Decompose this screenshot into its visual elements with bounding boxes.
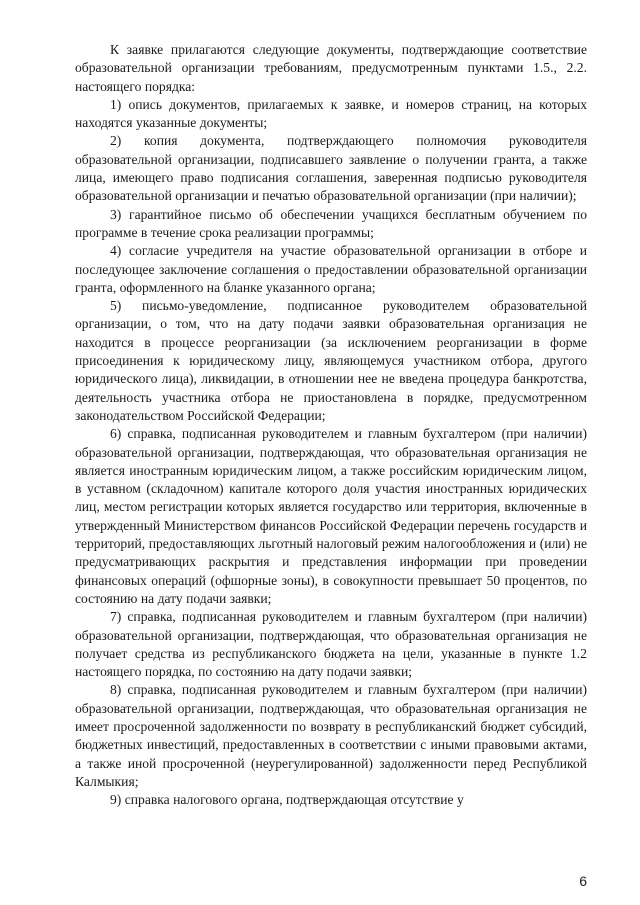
list-item-3: 3) гарантийное письмо об обеспечении учащихся бесплатным обучением по программе в течение срока реализации программы; bbox=[75, 206, 587, 240]
page-number: 6 bbox=[579, 873, 587, 889]
list-item-8: 8) справка, подписанная руководителем и главным бухгалтером (при наличии) образовательной организации, подтверждающая, что образовательная организация не имеет просроченной задолженности по возврату в республиканский бюджет субсидий, бюджетных инвестиций, предоставленных в соответствии с иными правовыми актами, а также иной просроченной (неурегулированной) задолженности перед Республикой Калмыкия; bbox=[75, 682, 587, 789]
list-item-9: 9) справка налогового органа, подтверждающая отсутствие у bbox=[110, 792, 464, 808]
document-body bbox=[75, 41, 587, 809]
list-item-6: 6) справка, подписанная руководителем и главным бухгалтером (при наличии) образовательной организации, подтверждающая, что образовательная организация не является иностранным юридическим лицом, а также российским юридическим лицом, в уставном (складочном) капитале которого доля участия иностранных юридических лиц, местом регистрации которых является государство или территория, включенные в утвержденный Министерством финансов Российской Федерации перечень государств и территорий, предоставляющих льготный налоговый режим налогообложения и (или) не предусматривающих раскрытия и представления информации при проведении финансовых операций (офшорные зоны), в совокупности превышает 50 процентов, по состоянию на дату подачи заявки; bbox=[75, 426, 587, 606]
paragraph-intro: К заявке прилагаются следующие документы, подтверждающие соответствие образовательной организации требованиям, предусмотренным пунктами 1.5., 2.2. настоящего порядка: bbox=[75, 42, 587, 94]
list-item-5: 5) письмо-уведомление, подписанное руководителем образовательной организации, о том, что на дату подачи заявки образовательная организация не находится в процессе реорганизации (за исключением реорганизации в форме присоединения к юридическому лицу, являющемуся участником отбора, другого юридического лица), ликвидации, в отношении нее не введена процедура банкротства, деятельность участника отбора не приостановлена в порядке, предусмотренном законодательством Российской Федерации; bbox=[75, 298, 587, 423]
list-item-1: 1) опись документов, прилагаемых к заявке, и номеров страниц, на которых находятся указанные документы; bbox=[75, 96, 587, 131]
list-item-7: 7) справка, подписанная руководителем и главным бухгалтером (при наличии) образовательной организации, подтверждающая, что образовательная организация не получает средства из республиканского бюджета на цели, указанные в пункте 1.2 настоящего порядка, по состоянию на дату подачи заявки; bbox=[75, 609, 587, 680]
list-item-4: 4) согласие учредителя на участие образовательной организации в отборе и последующее заключение соглашения о предоставлении образовательной организации гранта, оформленного на бланке указанного органа; bbox=[75, 243, 587, 295]
list-item-2: 2) копия документа, подтверждающего полномочия руководителя образовательной организации, подписавшего заявление о получении гранта, а также лица, имеющего право подписания соглашения, заверенная подписью руководителя образовательной организации и печатью образовательной организации (при наличии); bbox=[75, 133, 587, 204]
